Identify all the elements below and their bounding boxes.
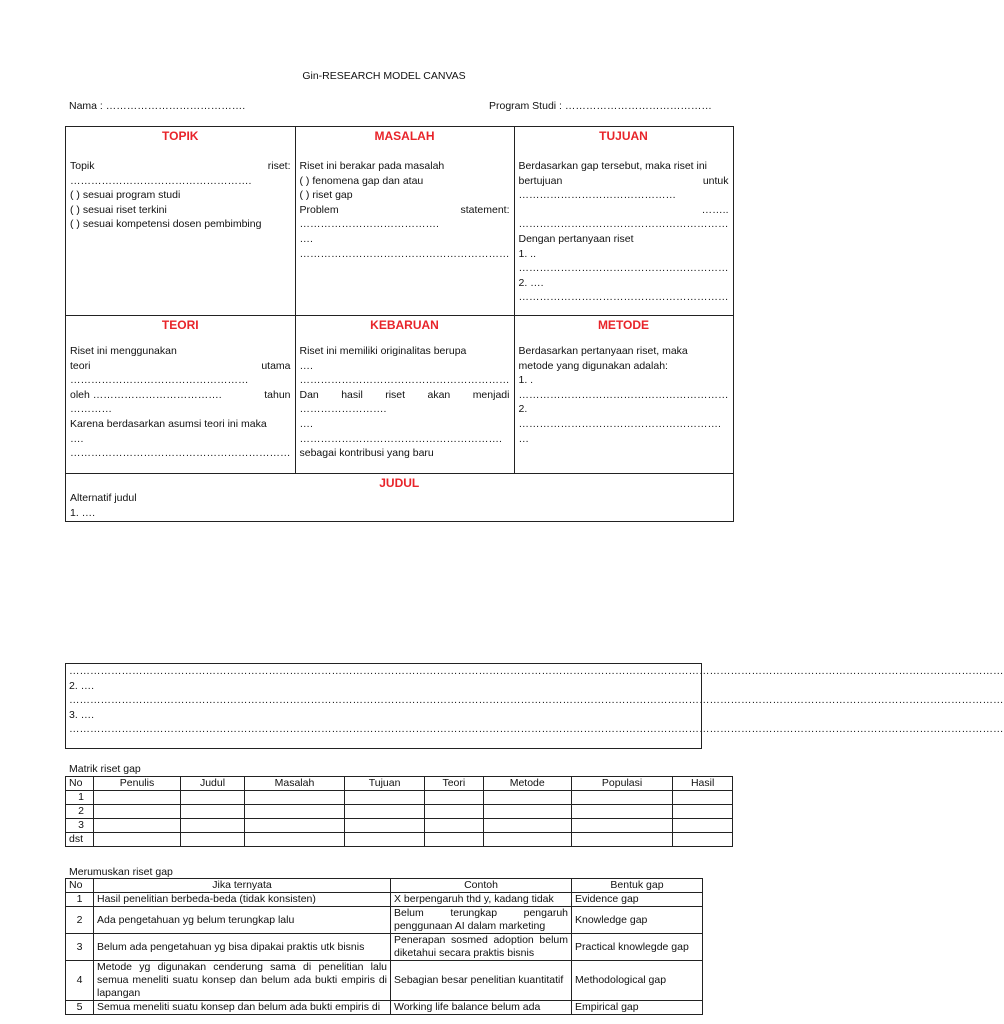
matrix-header: Populasi: [571, 777, 672, 791]
tujuan-heading: TUJUAN: [599, 129, 648, 143]
judul-continuation-box: [65, 663, 1004, 749]
masalah-cell: [295, 127, 514, 316]
table-row: [66, 791, 733, 805]
tujuan-line: ……………………………………………………: [518, 218, 729, 231]
kebaruan-heading: KEBARUAN: [370, 318, 439, 332]
matrix-header: Metode: [483, 777, 571, 791]
masalah-option: ( ) fenomena gap dan atau: [299, 174, 424, 187]
jika-ternyata: Belum ada pengetahuan yg bisa dipakai praktis utk bisnis: [94, 934, 391, 961]
teori-line: teori: [70, 359, 91, 372]
teori-line: ……………………………………………: [70, 374, 249, 387]
tujuan-line: Dengan pertanyaan riset: [518, 232, 634, 245]
teori-line: …………: [70, 403, 112, 416]
row-number: 1: [66, 893, 94, 907]
gap-header: No: [66, 879, 94, 893]
kebaruan-line: Riset ini memiliki originalitas berupa: [299, 345, 467, 357]
bentuk-gap: Evidence gap: [572, 893, 703, 907]
topik-line: riset:: [267, 160, 291, 172]
kebaruan-line: …………………….: [299, 403, 387, 416]
row-number: 5: [66, 1001, 94, 1015]
teori-line: ….: [70, 432, 84, 445]
kebaruan-word: riset: [385, 388, 406, 401]
row-number: 3: [66, 934, 94, 961]
table-row: [66, 961, 703, 1001]
masalah-line: ….: [299, 232, 313, 245]
bentuk-gap: Knowledge gap: [572, 907, 703, 934]
masalah-line: ………………………………….: [299, 218, 439, 231]
metode-line: [519, 344, 729, 359]
matrix-header: Masalah: [245, 777, 345, 791]
kebaruan-line: sebagai kontribusi yang baru: [299, 447, 434, 460]
dotted-line: ……………………………………………………………………………………………………………………………………………………………………………………………………………………………………………: [69, 723, 1004, 735]
teori-line: tahun: [264, 388, 291, 401]
topik-line: Topik: [70, 160, 95, 172]
masalah-line: Problem: [299, 203, 339, 216]
jika-ternyata: Hasil penelitian berbeda-beda (tidak konsisten): [94, 893, 391, 907]
matrix-header: Penulis: [94, 777, 181, 791]
dotted-line: ……………………………………………………………………………………………………………………………………………………………………………………………………………………………………………: [69, 665, 1004, 677]
matrix-header: Tujuan: [344, 777, 424, 791]
matrix-header: Hasil: [673, 777, 733, 791]
matrix-header: Teori: [425, 777, 483, 791]
tujuan-line: 2. ….: [518, 276, 544, 289]
gap-table-caption: Merumuskan riset gap: [69, 866, 173, 878]
judul-alt-3: 3. ….: [69, 708, 95, 721]
teori-cell: [66, 316, 296, 474]
tujuan-line: ……..: [701, 203, 729, 216]
table-row: [66, 1001, 703, 1015]
matrix-table: [65, 776, 733, 847]
metode-heading: METODE: [597, 318, 650, 332]
teori-line: ………………………………………………………: [70, 447, 291, 460]
research-canvas-table: [65, 126, 734, 522]
row-number: 2: [66, 907, 94, 934]
teori-line: oleh ……………………………….: [70, 388, 222, 401]
matrix-header: No: [66, 777, 94, 791]
gap-table: [65, 878, 703, 1015]
bentuk-gap: Practical knowlegde gap: [572, 934, 703, 961]
judul-line: Alternatif judul: [70, 492, 137, 504]
table-row: [66, 893, 703, 907]
masalah-line: statement:: [460, 203, 510, 216]
topik-line: …………………………………………….: [70, 174, 252, 187]
topik-option: ( ) sesuai program studi: [70, 189, 181, 202]
table-row: [66, 833, 733, 847]
tujuan-line: ………………………………………: [518, 189, 676, 202]
topik-heading: TOPIK: [162, 129, 199, 143]
page-title: Gin-RESEARCH MODEL CANVAS: [302, 70, 466, 82]
topik-option: ( ) sesuai riset terkini: [70, 203, 167, 216]
kebaruan-line: ….: [299, 359, 313, 372]
metode-line: 2. ………………………………………………….: [518, 403, 721, 430]
masalah-option: ( ) riset gap: [299, 189, 353, 202]
row-number: 3: [66, 819, 94, 833]
kebaruan-line: ………………………………………………….: [299, 432, 502, 445]
gap-header: Bentuk gap: [572, 879, 703, 893]
contoh: Sebagian besar penelitian kuantitatif: [391, 961, 572, 1001]
tujuan-line: bertujuan: [518, 174, 563, 187]
matrix-header: Judul: [180, 777, 244, 791]
row-number: 1: [66, 791, 94, 805]
metode-line: 1. .: [518, 374, 534, 387]
table-row: [66, 819, 733, 833]
metode-line: metode yang digunakan adalah:: [518, 359, 668, 372]
matrix-caption: Matrik riset gap: [69, 763, 141, 775]
tujuan-line: ……………………………………………………: [518, 291, 729, 304]
table-row: [66, 907, 703, 934]
kebaruan-word: Dan: [299, 388, 319, 401]
contoh: X berpengaruh thd y, kadang tidak: [391, 893, 572, 907]
teori-line: Karena berdasarkan asumsi teori ini maka: [70, 417, 267, 430]
gap-header: Contoh: [391, 879, 572, 893]
topik-option: ( ) sesuai kompetensi dosen pembimbing: [70, 218, 262, 231]
masalah-line: Riset ini berakar pada masalah: [299, 160, 445, 172]
tujuan-cell: [514, 127, 733, 316]
tujuan-line: 1. ..: [518, 247, 537, 260]
jika-ternyata: Semua meneliti suatu konsep dan belum ada bukti empiris di: [94, 1001, 391, 1015]
gap-header: Jika ternyata: [94, 879, 391, 893]
row-number: dst: [66, 833, 94, 847]
bentuk-gap: Empirical gap: [572, 1001, 703, 1015]
program-studi-field: Program Studi : ……………………………………: [489, 100, 712, 112]
teori-heading: TEORI: [161, 318, 199, 332]
judul-heading: JUDUL: [379, 476, 420, 490]
kebaruan-cell: [295, 316, 514, 474]
table-row: [66, 805, 733, 819]
metode-text: Berdasarkan pertanyaan riset, maka: [518, 345, 688, 357]
contoh: Belum terungkap pengaruh penggunaan AI dalam marketing: [391, 907, 572, 934]
kebaruan-word: akan: [427, 388, 451, 401]
topik-cell: [66, 127, 296, 316]
teori-line: Riset ini menggunakan: [70, 345, 177, 357]
judul-alt-2: 2. ….: [69, 679, 95, 692]
contoh: Penerapan sosmed adoption belum diketahui secara praktis bisnis: [391, 934, 572, 961]
nama-field: Nama : ………………………………….: [69, 100, 246, 112]
judul-cell: [66, 474, 734, 522]
table-row: [66, 934, 703, 961]
bentuk-gap: Methodological gap: [572, 961, 703, 1001]
tujuan-line: ……………………………………………………: [518, 262, 729, 275]
metode-line: ……………………………………………………: [518, 388, 729, 401]
kebaruan-line: ….: [299, 417, 313, 430]
teori-line: utama: [261, 359, 291, 372]
row-number: 4: [66, 961, 94, 1001]
tujuan-line: Berdasarkan gap tersebut, maka riset ini: [518, 160, 708, 172]
jika-ternyata: Ada pengetahuan yg belum terungkap lalu: [94, 907, 391, 934]
masalah-line: ……………………………………………………: [299, 247, 510, 260]
kebaruan-line: ……………………………………………………: [299, 374, 510, 387]
metode-line: …: [518, 432, 529, 445]
tujuan-line: untuk: [702, 174, 729, 187]
judul-line: 1. ….: [70, 506, 96, 519]
kebaruan-word: hasil: [341, 388, 363, 401]
contoh: Working life balance belum ada: [391, 1001, 572, 1015]
kebaruan-word: menjadi: [472, 388, 510, 401]
jika-ternyata: Metode yg digunakan cenderung sama di penelitian lalu semua meneliti suatu konsep dan belum ada bukti empiris di lapangan: [94, 961, 391, 1001]
masalah-heading: MASALAH: [374, 129, 435, 143]
row-number: 2: [66, 805, 94, 819]
dotted-line: ……………………………………………………………………………………………………………………………………………………………………………………………………………………………………………: [69, 694, 1004, 706]
metode-cell: [514, 316, 733, 474]
